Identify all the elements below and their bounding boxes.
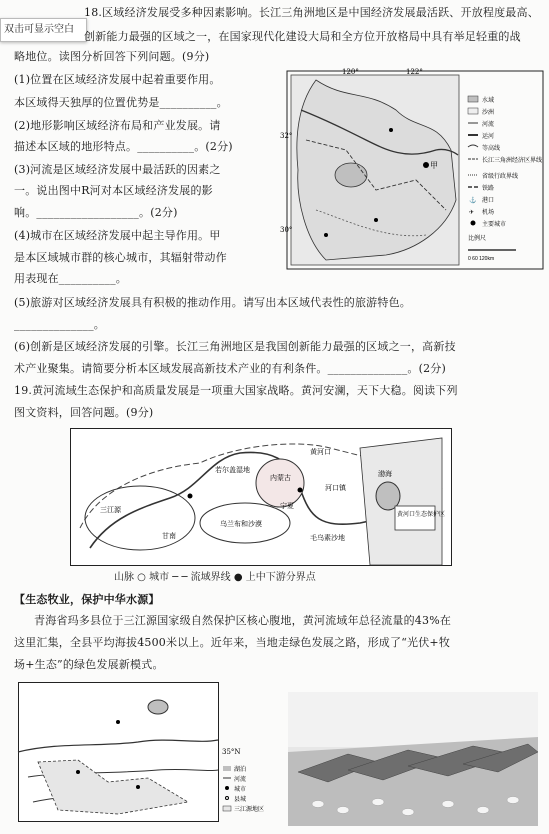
city-jia-label: 甲 [430, 161, 438, 170]
section-line-3: 场+生态”的绿色发展新模式。 [14, 658, 164, 671]
q18-line-3: 略地位。读图分析回答下列问题。(9分) [14, 50, 210, 63]
q18-line-1: 18.区域经济发展受多种因素影响。长江三角洲地区是中国经济发展最活跃、开放程度最高、 [84, 6, 539, 19]
q18-line-8: (3)河流是区域经济发展中最活跃的因素之 [14, 163, 221, 176]
q19-line-1: 19.黄河流域生态保护和高质量发展是一项重大国家战略。黄河安澜，天下大稳。阅读下列 [14, 384, 458, 397]
scale-text: 0 60 120km [468, 256, 495, 262]
lat-label-30: 30° [280, 226, 293, 234]
legend-item: 运河 [482, 134, 495, 140]
lon-label-120: 120° [342, 68, 359, 76]
legend-item: 三江源地区 [234, 807, 265, 813]
section-line-1: 青海省玛多县位于三江源国家级自然保护区核心腹地，黄河流域年总径流量的43%在 [34, 614, 452, 627]
legend-item: 港口 [482, 198, 495, 204]
lat-label-35n: 35°N [222, 748, 241, 756]
city-marker [389, 128, 393, 132]
city-marker [188, 494, 193, 499]
q18-line-4: (1)位置在区域经济发展中起着重要作用。 [14, 73, 221, 86]
tooltip: 双击可显示空白 [0, 18, 87, 42]
q18-line-15: ______________。 [14, 318, 105, 331]
solar-pasture-photo [288, 692, 538, 826]
lake-taihu [335, 163, 367, 187]
q18-line-14: (5)旅游对区域经济发展具有积极的推动作用。请写出本区域代表性的旅游特色。 [14, 296, 411, 309]
yangtze-delta-map [280, 68, 544, 270]
q18-line-17: 术产业聚集。请简要分析本区域发展高新技术产业的有利条件。______________。(2分) [14, 362, 446, 375]
map2-label: 内蒙古 [270, 475, 291, 482]
q18-line-5: 本区域得天独厚的位置优势是__________。 [14, 96, 228, 109]
map1-legend [468, 96, 542, 262]
q18-line-7: 描述本区域的地形特点。__________。(2分) [14, 140, 233, 153]
map2-label: 乌兰布和沙漠 [220, 521, 262, 528]
city-jia-marker [423, 162, 429, 168]
map2-label: 毛乌素沙地 [310, 535, 345, 542]
legend-item: 河流 [234, 777, 247, 783]
legend-item: 主要城市 [482, 222, 507, 228]
sanjiangyuan-map [18, 682, 268, 822]
map2-legend: 山脉 ○ 城市 ─ ─ 流域界线 ● 上中下游分界点 [114, 572, 316, 583]
map2-label: 黄河口生态保护区 [397, 512, 446, 518]
q18-line-10: 响。__________________。(2分) [14, 206, 178, 219]
section-line-2: 这里汇集，全县平均海拔4500米以上。近年来，当地走绿色发展之路，形成了“光伏+牧 [14, 636, 451, 649]
coast-area [360, 438, 442, 565]
lat-label-32: 32° [280, 132, 293, 140]
q18-line-2: 创新能力最强的区域之一，在国家现代化建设大局和全方位开放格局中具有举足轻重的战 [84, 30, 521, 43]
q18-line-12: 是本区域城市群的核心城市，其辐射带动作 [14, 251, 227, 264]
map2-label: 宁夏 [280, 503, 294, 510]
q19-line-2: 图文资料，回答问题。(9分) [14, 406, 154, 419]
q18-line-6: (2)地形影响区域经济布局和产业发展。请 [14, 119, 221, 132]
legend-item: 河流 [482, 122, 495, 128]
map3-legend [223, 765, 264, 813]
lon-label-122: 122° [406, 68, 423, 76]
map2-label: 若尔盖湿地 [215, 467, 250, 474]
city-marker [374, 218, 378, 222]
map2-label: 渤海 [378, 471, 392, 478]
scale-label: 比例尺 [468, 236, 487, 242]
legend-item: 城市 [234, 787, 247, 793]
map2-label: 河口镇 [325, 485, 346, 492]
svg-text:⚓: ⚓ [469, 198, 477, 204]
svg-text:✈: ✈ [469, 210, 475, 216]
region-outline [256, 459, 304, 507]
q18-line-16: (6)创新是区域经济发展的引擎。长江三角洲地区是我国创新能力最强的区域之一，高新技 [14, 340, 456, 353]
legend-item: 湖泊 [234, 767, 247, 773]
legend-item: 机场 [482, 210, 495, 216]
city-marker [298, 488, 303, 493]
legend-item: 沙洲 [482, 110, 495, 116]
legend-item: 铁路 [482, 186, 495, 192]
legend-item: 县城 [234, 797, 247, 803]
legend-item: 水域 [482, 98, 495, 104]
q18-line-9: 一。说出图中R河对本区域经济发展的影 [14, 184, 213, 197]
city-marker [324, 233, 328, 237]
legend-item: 长江三角洲经济区界线 [482, 158, 543, 164]
legend-item: 等高线 [482, 146, 501, 152]
map2-label: 三江源 [100, 507, 121, 514]
q18-line-13: 用表现在__________。 [14, 272, 127, 285]
q18-line-11: (4)城市在区域经济发展中起主导作用。甲 [14, 229, 221, 242]
legend-item: 省级行政界线 [482, 174, 519, 180]
section-heading: 【生态牧业，保护中华水源】 [14, 593, 160, 606]
lake [148, 700, 168, 714]
yellow-river-map [70, 428, 452, 578]
map2-label: 甘南 [162, 533, 176, 540]
map2-label: 黄河口 [310, 449, 331, 456]
